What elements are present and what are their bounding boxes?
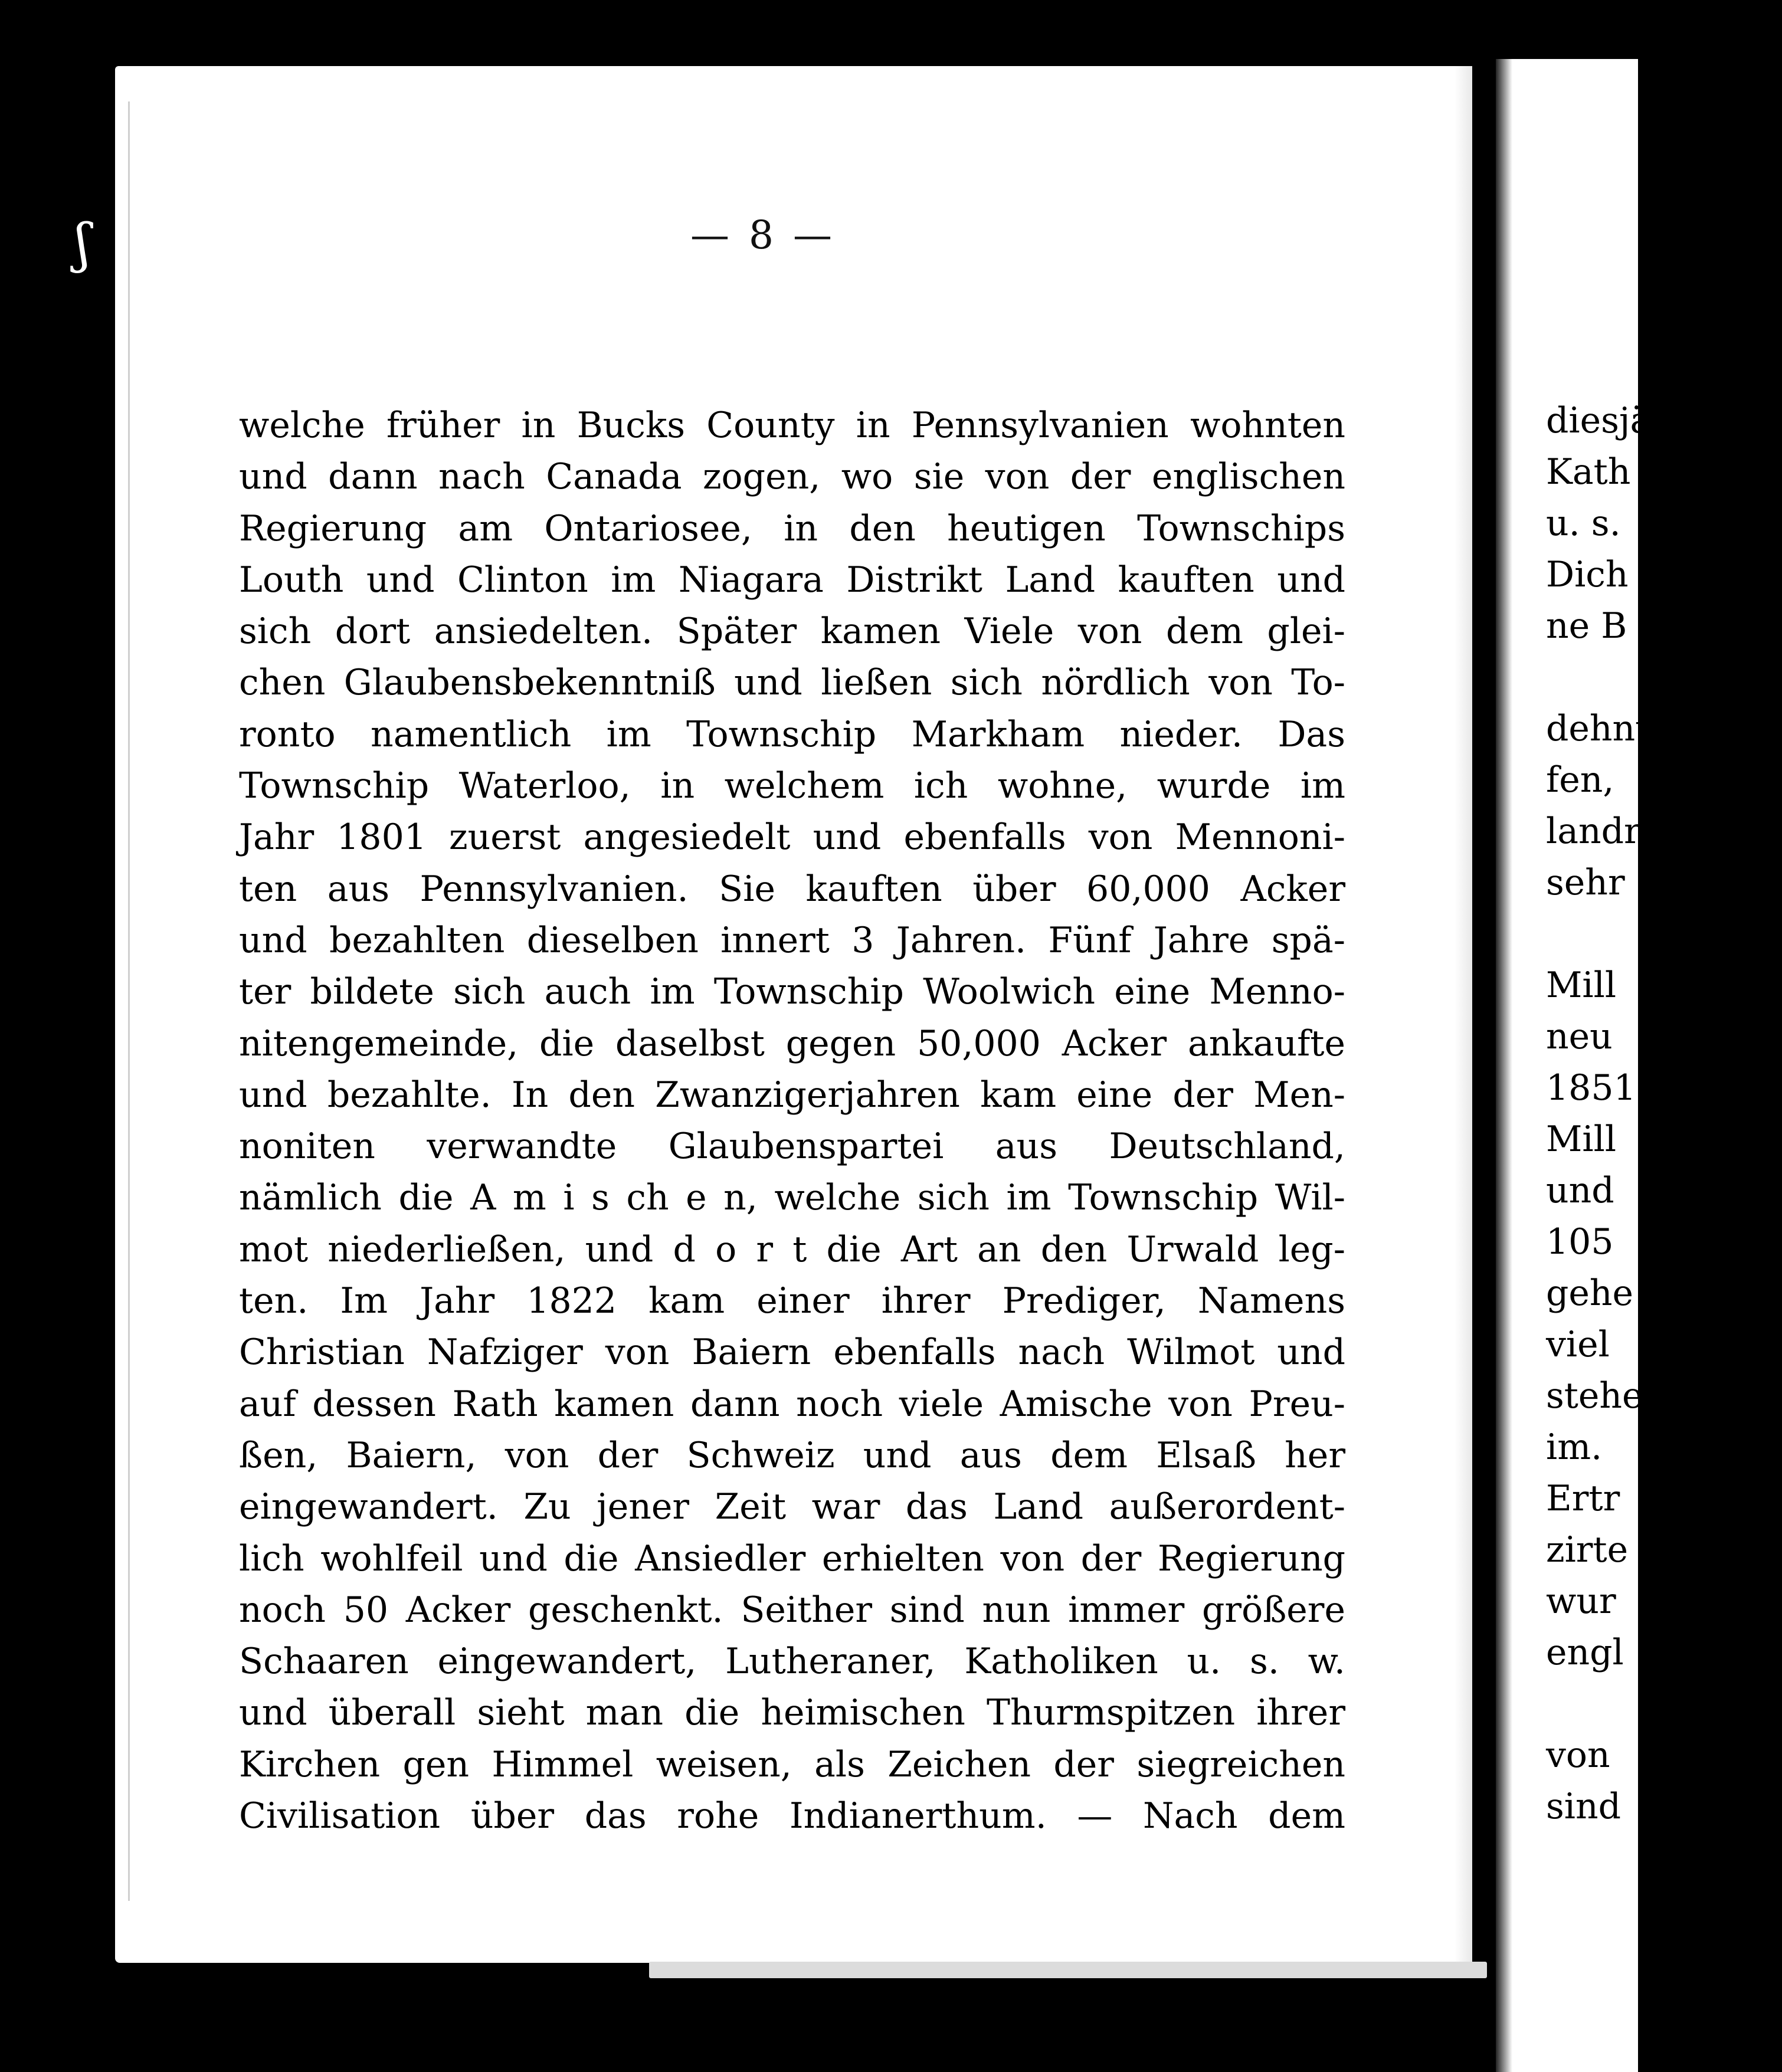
next-page-line <box>1546 909 1782 960</box>
next-page-line: viel <box>1546 1324 1610 1365</box>
next-page-line: Mill <box>1546 1119 1617 1160</box>
text-line: nämlich die A m i s ch e n, welche sich im Townschip Wil- <box>239 1177 1345 1219</box>
text-line: ter bildete sich auch im Townschip Woolwich eine Menno- <box>239 971 1345 1013</box>
next-page-line: sehr <box>1546 862 1625 903</box>
text-line: ten aus Pennsylvanien. Sie kauften über 60,000 Acker <box>239 868 1345 910</box>
next-page-line: landr <box>1546 811 1641 852</box>
next-page-line: engl <box>1546 1632 1624 1673</box>
next-page-line: Dich <box>1546 554 1629 595</box>
next-page <box>1496 59 1658 2072</box>
text-line: und dann nach Canada zogen, wo sie von der englischen <box>239 456 1345 498</box>
text-line: Louth und Clinton im Niagara Distrikt Land kauften und <box>239 559 1345 601</box>
next-page-line: fen, <box>1546 759 1614 801</box>
next-page-line: Ertr <box>1546 1478 1620 1519</box>
next-page-line: ne B <box>1546 605 1627 647</box>
text-line: ronto namentlich im Townschip Markham nieder. Das <box>239 713 1345 755</box>
text-line: chen Glaubensbekenntniß und ließen sich nördlich von To- <box>239 662 1345 704</box>
text-line: Civilisation über das rohe Indianerthum. — Nach dem <box>239 1795 1345 1837</box>
text-line: und überall sieht man die heimischen Thurmspitzen ihrer <box>239 1692 1345 1734</box>
text-line: ßen, Baiern, von der Schweiz und aus dem Elsaß her <box>239 1434 1345 1476</box>
text-line: Regierung am Ontariosee, in den heutigen Townschips <box>239 507 1345 549</box>
text-line: nitengemeinde, die daselbst gegen 50,000 Acker ankaufte <box>239 1022 1345 1064</box>
next-page-line: wur <box>1546 1581 1616 1622</box>
next-page-line: dehnu <box>1546 708 1658 749</box>
next-page-gutter-shade <box>1496 59 1512 2072</box>
next-page-line: Mill <box>1546 965 1617 1006</box>
text-line: eingewandert. Zu jener Zeit war das Land außerordent- <box>239 1486 1345 1528</box>
text-line: sich dort ansiedelten. Später kamen Viele von dem glei- <box>239 611 1345 653</box>
page-edge-line <box>128 101 130 1901</box>
body-text <box>239 400 1345 1842</box>
next-page-line: im. <box>1546 1427 1603 1468</box>
text-line: mot niederließen, und d o r t die Art an den Urwald leg- <box>239 1228 1345 1270</box>
next-page-line: 1851 <box>1546 1067 1636 1109</box>
text-line: lich wohlfeil und die Ansiedler erhielten von der Regierung <box>239 1537 1345 1579</box>
page-bottom-edge <box>649 1962 1487 1978</box>
next-page-line: neu <box>1546 1016 1613 1057</box>
text-line: und bezahlte. In den Zwanzigerjahren kam eine der Men- <box>239 1074 1345 1116</box>
next-page-line <box>1546 1678 1782 1730</box>
next-page-line: von <box>1546 1735 1610 1776</box>
next-page-line: gehe <box>1546 1273 1634 1314</box>
next-page-line: 105 <box>1546 1221 1614 1263</box>
next-page-line: und <box>1546 1170 1614 1211</box>
page-gutter-shade <box>1455 66 1472 1963</box>
text-line: Jahr 1801 zuerst angesiedelt und ebenfalls von Mennoni- <box>239 817 1345 858</box>
next-page-line: sind <box>1546 1786 1622 1827</box>
text-line: ten. Im Jahr 1822 kam einer ihrer Prediger, Namens <box>239 1280 1345 1322</box>
page-number: — 8 — <box>690 212 836 258</box>
text-line: und bezahlten dieselben innert 3 Jahren. Fünf Jahre spä- <box>239 919 1345 961</box>
next-page-line: stehe <box>1546 1375 1643 1417</box>
text-line: Christian Nafziger von Baiern ebenfalls nach Wilmot und <box>239 1332 1345 1373</box>
text-line: Kirchen gen Himmel weisen, als Zeichen der siegreichen <box>239 1743 1345 1785</box>
text-line: Schaaren eingewandert, Lutheraner, Katholiken u. s. w. <box>239 1641 1345 1683</box>
margin-mark-top: ʃ <box>76 212 90 274</box>
next-page-line: Kath <box>1546 451 1631 493</box>
next-page-line <box>1546 652 1782 703</box>
text-line: Townschip Waterloo, in welchem ich wohne, wurde im <box>239 765 1345 807</box>
text-line: welche früher in Bucks County in Pennsylvanien wohnten <box>239 405 1345 446</box>
text-line: noch 50 Acker geschenkt. Seither sind nun immer größere <box>239 1589 1345 1631</box>
next-page-text <box>1546 395 1782 1832</box>
next-page-line: zirte <box>1546 1529 1629 1571</box>
text-line: noniten verwandte Glaubenspartei aus Deutschland, <box>239 1126 1345 1168</box>
text-line: auf dessen Rath kamen dann noch viele Amische von Preu- <box>239 1383 1345 1425</box>
next-page-line: u. s. <box>1546 503 1621 544</box>
next-page-line: diesjä <box>1546 400 1652 441</box>
